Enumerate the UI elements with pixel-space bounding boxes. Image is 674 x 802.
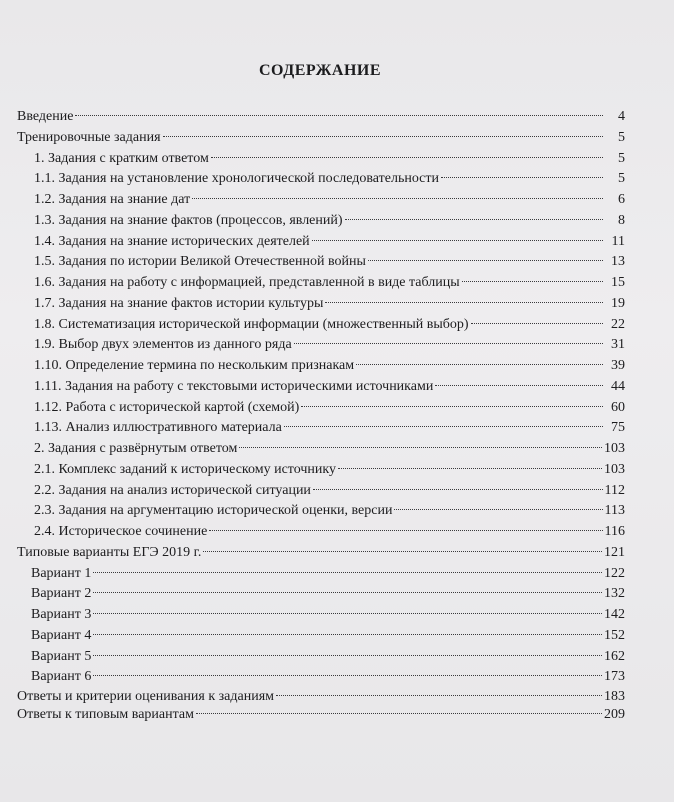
toc-entry-title: 1.1. Задания на установление хронологической последовательности	[34, 171, 439, 187]
toc-entry	[17, 439, 625, 460]
toc-entry	[17, 688, 625, 706]
dot-leader	[75, 115, 603, 116]
toc-entry-page-number: 4	[618, 109, 625, 124]
dot-leader	[93, 655, 602, 656]
toc-entry-page-number: 5	[618, 129, 625, 145]
toc-entry	[17, 460, 625, 481]
dot-leader	[203, 551, 602, 552]
toc-entry-title: Типовые варианты ЕГЭ 2019 г.	[17, 544, 202, 560]
toc-entry-page-number: 116	[604, 524, 625, 539]
toc-entry	[17, 605, 625, 626]
toc-entry-page-number: 19	[611, 295, 625, 311]
toc-entry-page-number: 60	[611, 399, 625, 415]
toc-entry	[17, 190, 625, 211]
toc-entry	[17, 564, 625, 585]
toc-entry-title: 1.7. Задания на знание фактов истории культуры	[34, 295, 324, 311]
toc-entry-page-number: 75	[611, 420, 625, 436]
toc-entry-page-number: 5	[618, 171, 625, 187]
dot-leader	[471, 323, 603, 324]
toc-entry	[17, 584, 625, 605]
toc-entry	[17, 211, 625, 232]
toc-entry	[17, 149, 625, 170]
toc-entry-title: 2. Задания с развёрнутым ответом	[34, 441, 238, 456]
toc-entry-title: 1.11. Задания на работу с текстовыми историческими источниками	[34, 378, 434, 394]
toc-entry-page-number: 11	[611, 233, 625, 249]
toc-entry-title: Ответы и критерии оценивания к заданиям	[17, 689, 275, 704]
dot-leader	[368, 260, 603, 261]
dot-leader	[312, 240, 603, 241]
dot-leader	[394, 509, 602, 510]
toc-entry-title: 1.12. Работа с исторической картой (схемой)	[34, 399, 300, 415]
dot-leader	[93, 592, 602, 593]
toc-entry-page-number: 183	[604, 689, 625, 704]
dot-leader	[313, 489, 603, 490]
toc-entry-title: 1.4. Задания на знание исторических деятелей	[34, 233, 310, 249]
toc-entry-title: 1.10. Определение термина по нескольким признакам	[34, 358, 355, 373]
toc-entry-page-number: 22	[611, 316, 625, 332]
toc-entry-page-number: 6	[618, 192, 625, 207]
toc-entry-title: Вариант 1	[31, 565, 92, 581]
toc-entry	[17, 169, 625, 190]
dot-leader	[211, 157, 603, 158]
dot-leader	[441, 177, 603, 178]
toc-entry	[17, 356, 625, 377]
dot-leader	[196, 713, 602, 714]
toc-entry-page-number: 15	[611, 275, 625, 290]
toc-entry-title: Вариант 3	[31, 607, 92, 622]
toc-entry-title: 2.1. Комплекс заданий к историческому источнику	[34, 461, 336, 477]
dot-leader	[192, 198, 603, 199]
toc-entry	[17, 398, 625, 419]
dot-leader	[356, 364, 603, 365]
dot-leader	[435, 385, 603, 386]
toc-entry-title: Ответы к типовым вариантам	[17, 707, 194, 722]
toc-entry	[17, 522, 625, 543]
toc-entry	[17, 418, 625, 439]
dot-leader	[276, 695, 602, 696]
toc-entry	[17, 128, 625, 149]
toc-entry	[17, 667, 625, 688]
dot-leader	[462, 281, 603, 282]
toc-entry-page-number: 142	[604, 607, 625, 622]
toc-entry-page-number: 132	[604, 586, 625, 602]
toc-entry-title: 1.9. Выбор двух элементов из данного ряда	[34, 337, 292, 353]
toc-entry-title: 1.5. Задания по истории Великой Отечественной войны	[34, 254, 366, 270]
toc-entry-title: Вариант 6	[31, 669, 92, 685]
toc-entry-title: 1. Задания с кратким ответом	[34, 150, 209, 166]
toc-entry-title: 1.2. Задания на знание дат	[34, 192, 191, 207]
toc-entry-title: Вариант 4	[31, 627, 92, 643]
toc-entry	[17, 481, 625, 502]
toc-entry-title: Вариант 2	[31, 586, 92, 602]
toc-entry-page-number: 113	[604, 503, 625, 519]
toc-entry	[17, 232, 625, 253]
table-of-contents	[17, 107, 625, 724]
toc-entry-title: 1.13. Анализ иллюстративного материала	[34, 420, 282, 436]
toc-entry-page-number: 173	[604, 669, 625, 685]
dot-leader	[93, 613, 602, 614]
page-title: СОДЕРЖАНИЕ	[258, 62, 382, 79]
dot-leader	[294, 343, 603, 344]
toc-entry-page-number: 103	[604, 461, 625, 477]
toc-entry	[17, 543, 625, 564]
toc-entry-title: 2.4. Историческое сочинение	[34, 524, 208, 539]
toc-entry	[17, 294, 625, 315]
toc-entry	[17, 107, 625, 128]
toc-entry	[17, 335, 625, 356]
toc-entry-title: Вариант 5	[31, 648, 92, 664]
toc-entry	[17, 377, 625, 398]
dot-leader	[239, 447, 602, 448]
dot-leader	[301, 406, 603, 407]
toc-entry-title: 2.2. Задания на анализ исторической ситуации	[34, 482, 311, 498]
toc-entry	[17, 706, 625, 724]
dot-leader	[163, 136, 603, 137]
toc-entry-page-number: 39	[611, 358, 625, 373]
toc-entry	[17, 252, 625, 273]
dot-leader	[284, 426, 603, 427]
toc-entry-title: Введение	[17, 109, 74, 124]
toc-entry-page-number: 121	[604, 544, 625, 560]
toc-entry-page-number: 5	[618, 150, 625, 166]
toc-entry	[17, 315, 625, 336]
toc-entry-title: 1.6. Задания на работу с информацией, представленной в виде таблицы	[34, 275, 460, 290]
toc-entry-page-number: 122	[604, 565, 625, 581]
toc-entry-page-number: 209	[604, 707, 625, 722]
toc-entry-page-number: 152	[604, 627, 625, 643]
toc-entry-page-number: 31	[611, 337, 625, 353]
toc-entry	[17, 501, 625, 522]
toc-entry-title: 1.3. Задания на знание фактов (процессов, явлений)	[34, 212, 343, 228]
dot-leader	[93, 572, 602, 573]
toc-entry-page-number: 13	[611, 254, 625, 270]
dot-leader	[93, 675, 602, 676]
toc-entry-title: 2.3. Задания на аргументацию исторической оценки, версии	[34, 503, 393, 519]
dot-leader	[209, 530, 602, 531]
toc-entry-page-number: 44	[611, 378, 625, 394]
toc-entry-page-number: 8	[618, 212, 625, 228]
toc-entry-page-number: 112	[604, 482, 625, 498]
toc-entry	[17, 626, 625, 647]
toc-entry-page-number: 103	[604, 441, 625, 456]
dot-leader	[93, 634, 602, 635]
toc-entry-title: Тренировочные задания	[17, 129, 161, 145]
dot-leader	[345, 219, 603, 220]
toc-entry	[17, 273, 625, 294]
toc-entry	[17, 647, 625, 668]
toc-entry-page-number: 162	[604, 648, 625, 664]
dot-leader	[325, 302, 603, 303]
toc-entry-title: 1.8. Систематизация исторической информации (множественный выбор)	[34, 316, 469, 332]
dot-leader	[338, 468, 602, 469]
